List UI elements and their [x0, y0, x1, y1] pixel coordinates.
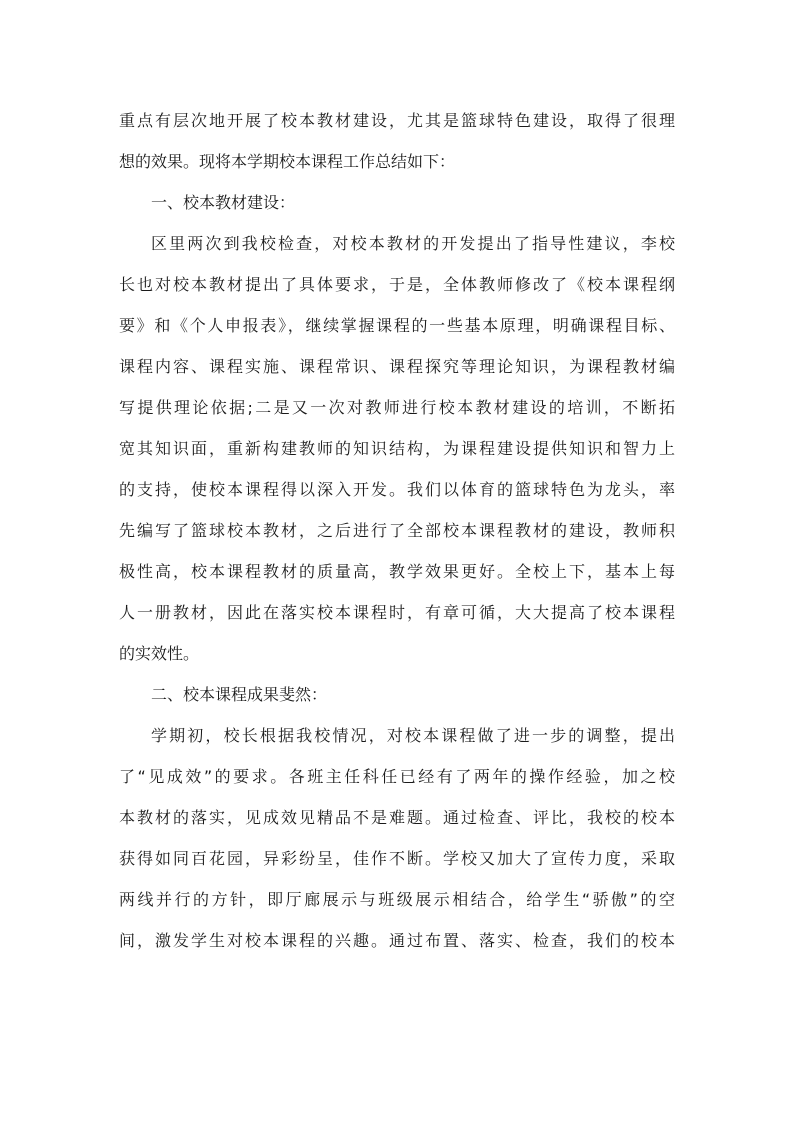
text-line: 的支持，使校本课程得以深入开发。我们以体育的篮球特色为龙头，率	[119, 480, 675, 499]
text-line: 两线并行的方针，即厅廊展示与班级展示相结合，给学生“骄傲”的空	[119, 890, 675, 909]
text-line: 重点有层次地开展了校本教材建设，尤其是篮球特色建设，取得了很理	[119, 111, 675, 130]
text-line: 的实效性。	[119, 644, 200, 663]
text-line: 宽其知识面，重新构建教师的知识结构，为课程建设提供知识和智力上	[119, 439, 675, 458]
section-heading: 二、校本课程成果斐然：	[151, 685, 328, 704]
text-line: 先编写了篮球校本教材，之后进行了全部校本课程教材的建设，教师积	[119, 521, 675, 540]
text-line: 获得如同百花园，异彩纷呈，佳作不断。学校又加大了宣传力度，采取	[119, 849, 675, 868]
text-line: 本教材的落实，见成效见精品不是难题。通过检查、评比，我校的校本	[119, 808, 675, 827]
paragraph-first-line: 区里两次到我校检查，对校本教材的开发提出了指导性建议，李校	[151, 234, 675, 253]
section-heading: 一、校本教材建设：	[151, 193, 296, 212]
text-line: 人一册教材，因此在落实校本课程时，有章可循，大大提高了校本课程	[119, 603, 675, 622]
text-line: 课程内容、课程实施、课程常识、课程探究等理论知识，为课程教材编	[119, 357, 675, 376]
text-line: 间，激发学生对校本课程的兴趣。通过布置、落实、检查，我们的校本	[119, 931, 675, 950]
document-body	[119, 100, 675, 961]
text-line: 想的效果。现将本学期校本课程工作总结如下：	[119, 152, 456, 171]
text-line: 要》和《个人申报表》，继续掌握课程的一些基本原理，明确课程目标、	[119, 316, 675, 335]
paragraph-first-line: 学期初，校长根据我校情况，对校本课程做了进一步的调整，提出	[151, 726, 675, 745]
text-line: 写提供理论依据;二是又一次对教师进行校本教材建设的培训，不断拓	[119, 398, 675, 417]
text-line: 长也对校本教材提出了具体要求，于是，全体教师修改了《校本课程纲	[119, 275, 675, 294]
text-line: 了“见成效”的要求。各班主任科任已经有了两年的操作经验，加之校	[119, 767, 675, 786]
text-line: 极性高，校本课程教材的质量高，教学效果更好。全校上下，基本上每	[119, 562, 675, 581]
